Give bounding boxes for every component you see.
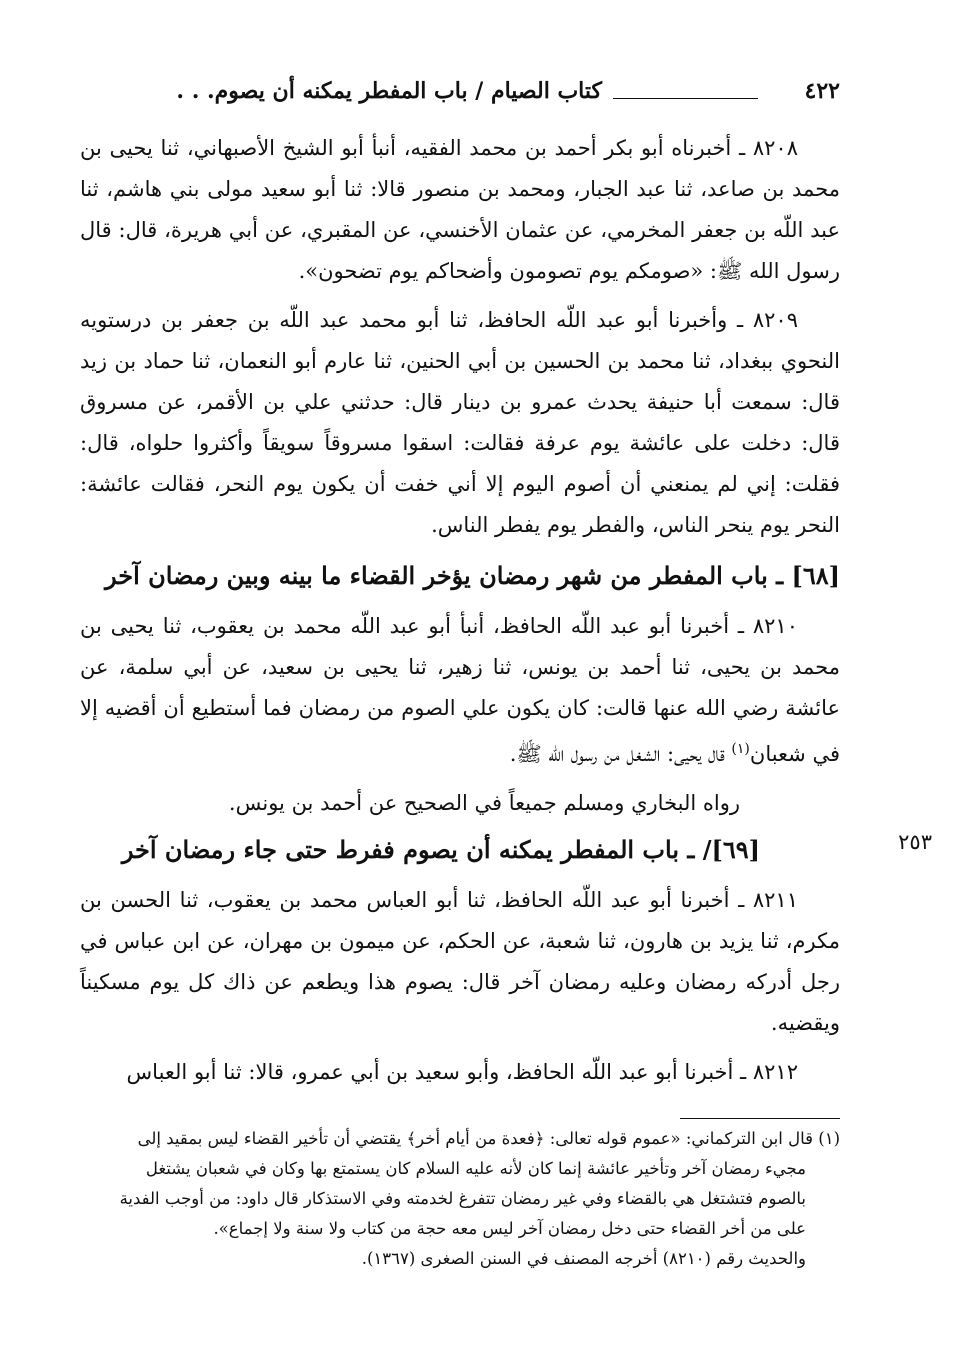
- footnote-line: مجيء رمضان آخر وتأخير عائشة إنما كان لأنه عليه السلام كان يستمتع بها وكان في شعبان يشتغل: [145, 1159, 806, 1178]
- chapter-heading-69: [٦٩]/ ـ باب المفطر يمكنه أن يصوم ففرط حتى جاء رمضان آخر: [121, 835, 760, 864]
- chapter-heading-68: [٦٨] ـ باب المفطر من شهر رمضان يؤخر القضاء ما بينه وبين رمضان آخر: [104, 561, 840, 590]
- page-number: ٤٢٢: [804, 78, 840, 104]
- hadith-8209: ٨٢٠٩ ـ وأخبرنا أبو عبد اللّه الحافظ، ثنا أبو محمد عبد اللّه بن جعفر بن درستويه النحوي ببغداد، ثنا محمد بن الحسين بن أبي الحنين، ثنا عارم أبو النعمان، ثنا حماد بن زيد قال: سمعت أبا حنيفة يحدث عمرو بن دينار قال: حدثني علي بن الأقمر، عن مسروق قال: دخلت على عائشة يوم عرفة فقالت: اسقوا مسروقاً سويقاً وأكثروا حلواه، قال: فقلت: إني لم يمنعني أن أصوم اليوم إلا أني خفت أن يكون يوم النحر، فقالت عائشة: النحر يوم ينحر الناس، والفطر يوم يفطر الناس.: [80, 308, 840, 537]
- hadith-8210: [80, 606, 840, 775]
- running-header: [80, 74, 840, 114]
- hadith-8210-text: ٨٢١٠ ـ أخبرنا أبو عبد اللّه الحافظ، أنبأ أبو عبد اللّه محمد بن يعقوب، ثنا يحيى بن محمد بن يحيى، ثنا أحمد بن يونس، ثنا زهير، ثنا يحيى بن سعيد، عن أبي سلمة، عن عائشة رضي الله عنها قالت: كان يكون علي الصوم من رمضان فما أستطيع أن أقضيه إلا في شعبان: [80, 614, 840, 766]
- footnote-line: (١) قال ابن التركماني: «عموم قوله تعالى: ﴿فعدة من أيام أخر﴾ يقتضي أن تأخير القضاء ليس بمقيد إلى: [137, 1129, 840, 1148]
- page-body: [80, 128, 932, 1101]
- footnote-line: على من أخر القضاء حتى دخل رمضان آخر ليس معه حجة من كتاب ولا سنة ولا إجماع».: [213, 1219, 806, 1238]
- chapter-heading-69-wrap: [80, 828, 932, 872]
- manuscript-folio-number: ٢٥٣: [898, 830, 932, 854]
- hadith-8212: ٨٢١٢ ـ أخبرنا أبو عبد اللّه الحافظ، وأبو سعيد بن أبي عمرو، قالا: ثنا أبو العباس: [126, 1060, 798, 1084]
- footnote-marker: (١): [731, 741, 750, 757]
- footnote: [80, 1124, 840, 1274]
- footnote-separator: [680, 1118, 840, 1119]
- footnote-line: والحديث رقم (٨٢١٠) أخرجه المصنف في السنن الصغرى (١٣٦٧).: [361, 1249, 806, 1268]
- hadith-8208: ٨٢٠٨ ـ أخبرناه أبو بكر أحمد بن محمد الفقيه، أنبأ أبو الشيخ الأصبهاني، ثنا يحيى بن محمد بن صاعد، ثنا عبد الجبار، ومحمد بن منصور قالا: ثنا أبو سعيد مولى بني هاشم، ثنا عبد اللّه بن جعفر المخرمي، عن عثمان الأخنسي، عن المقبري، عن أبي هريرة، قال: قال رسول الله ﷺ: «صومكم يوم تصومون وأضحاكم يوم تضحون».: [80, 136, 840, 283]
- riwaya-note: رواه البخاري ومسلم جميعاً في الصحيح عن أحمد بن يونس.: [228, 791, 740, 815]
- header-rule: [613, 98, 758, 99]
- hadith-8210-tail: قال يحيى: الشغل من رسول الله ﷺ.: [509, 742, 732, 766]
- footnote-line: بالصوم فتشتغل هي بالقضاء وفي غير رمضان تتفرغ لخدمته وفي الاستذكار قال داود: من أوجب الفدية: [119, 1189, 806, 1208]
- header-title: كتاب الصيام / باب المفطر يمكنه أن يصوم. . .: [176, 78, 602, 104]
- hadith-8211: ٨٢١١ ـ أخبرنا أبو عبد اللّه الحافظ، ثنا أبو العباس محمد بن يعقوب، ثنا الحسن بن مكرم، ثنا يزيد بن هارون، ثنا شعبة، عن الحكم، عن ميمون بن مهران، عن ابن عباس في رجل أدركه رمضان وعليه رمضان آخر قال: يصوم هذا ويطعم عن ذاك كل يوم مسكيناً ويقضيه.: [80, 888, 840, 1035]
